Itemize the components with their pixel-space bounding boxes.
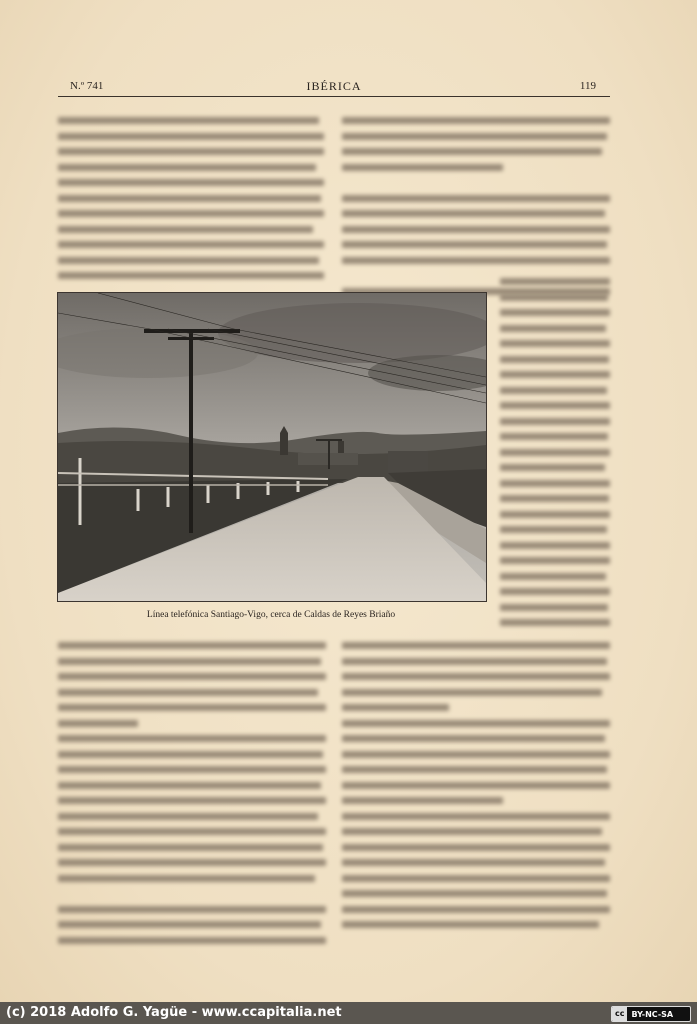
blurred-text-bottom-left — [58, 642, 326, 952]
creative-commons-icon — [611, 1006, 691, 1022]
blurred-text-top-left — [58, 117, 324, 288]
blurred-text-beside-photo — [500, 278, 610, 635]
license-label: BY-NC-SA — [631, 1009, 674, 1019]
issue-number: N.º 741 — [70, 80, 104, 92]
cc-mark: cc — [612, 1007, 627, 1021]
copyright-text: (c) 2018 Adolfo G. Yagüe - www.ccapitalia.net — [6, 1005, 342, 1020]
blurred-text-bottom-right — [342, 642, 610, 937]
copyright-footer-bar — [0, 1002, 697, 1024]
blurred-text-top-right — [342, 117, 610, 303]
page-header — [58, 78, 610, 97]
figure-caption: Línea telefónica Santiago-Vigo, cerca de Caldas de Reyes Briaño — [146, 610, 396, 620]
journal-title: IBÉRICA — [306, 79, 362, 93]
page-number: 119 — [579, 80, 596, 92]
photograph-road-telephone-line — [57, 292, 487, 602]
